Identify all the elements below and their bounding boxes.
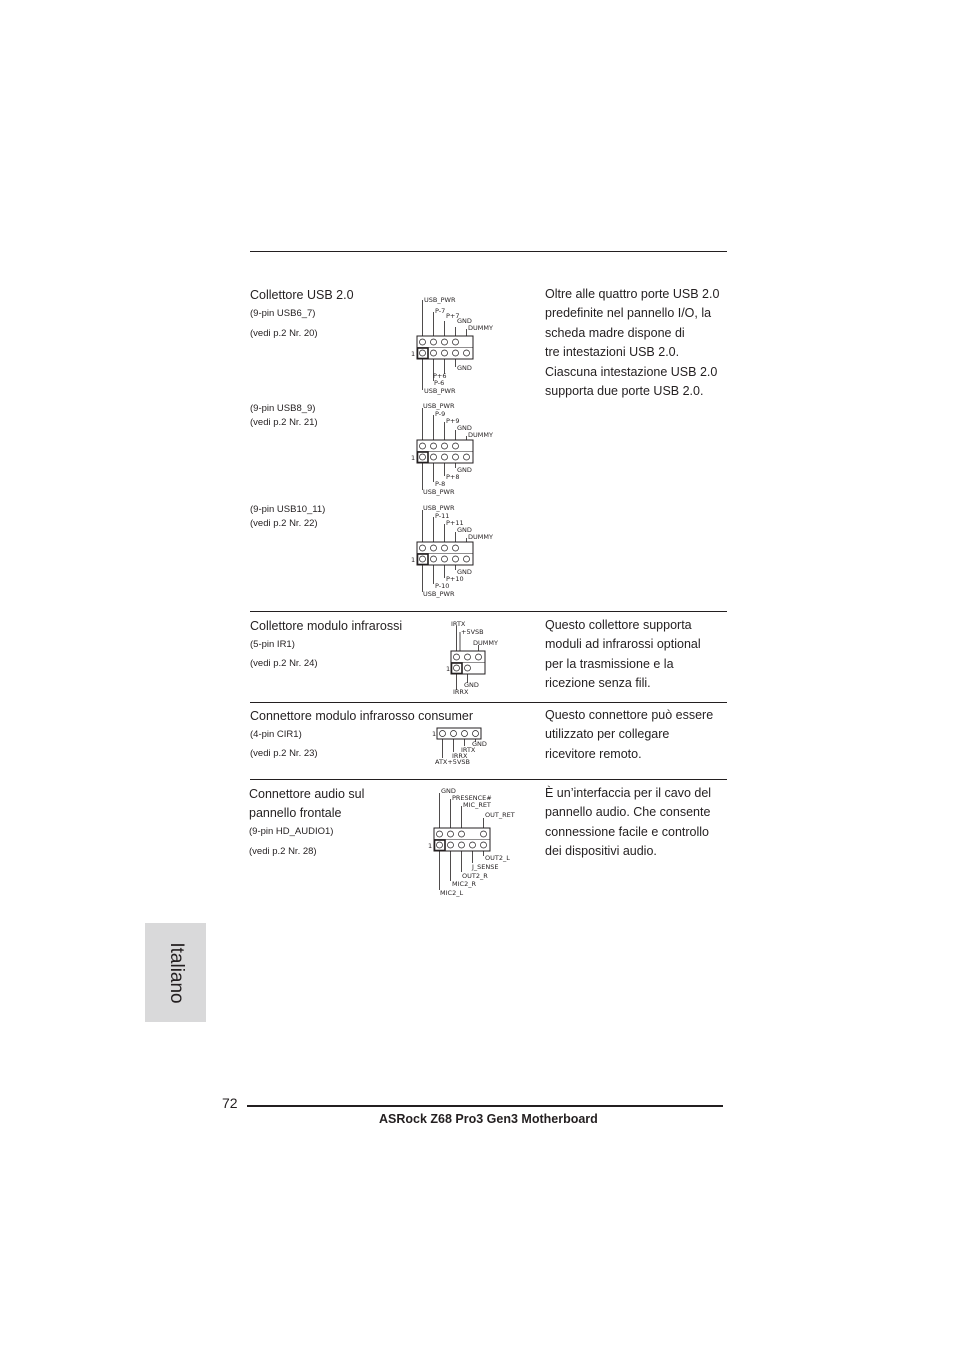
usb-3-pin-label: P-10	[435, 582, 450, 590]
usb-2-pin-label: USB_PWR	[423, 488, 455, 496]
cir-pin: (4-pin CIR1)	[250, 729, 302, 740]
usb-section-title: Collettore USB 2.0	[250, 288, 354, 302]
ir-pin-label: +5VSB	[461, 628, 484, 636]
usb-1-pin-label: P+7	[446, 312, 460, 320]
pin1-marker: 1	[411, 350, 416, 358]
audio-section-title-line2: pannello frontale	[249, 806, 342, 820]
usb-3-pin-label: P-11	[435, 512, 450, 520]
pin1-marker: 1	[411, 556, 416, 564]
ir-pin: (5-pin IR1)	[250, 639, 295, 650]
ir-pin-label: IRTX	[451, 620, 466, 628]
cir-header-diagram	[428, 722, 508, 770]
cir-description: Questo connettore può essere utilizzato per collegare ricevitore remoto.	[545, 708, 714, 761]
pin1-marker: 1	[446, 665, 451, 673]
usb-1-pin-label: P-7	[435, 307, 446, 315]
section-divider	[250, 779, 727, 780]
usb-header-3-pin: (9-pin USB10_11)	[250, 504, 326, 515]
usb-header-1-ref: (vedi p.2 Nr. 20)	[250, 328, 318, 339]
top-divider	[250, 251, 727, 252]
usb-description: Oltre alle quattro porte USB 2.0 predefinite nel pannello I/O, la scheda madre dispone di tre intestazioni USB 2.0. Ciascuna intestazione USB 2.0 supporta due porte USB 2.0.	[545, 287, 720, 399]
audio-pin: (9-pin HD_AUDIO1)	[249, 826, 334, 837]
audio-pin-label: MIC2_L	[440, 889, 464, 897]
usb-2-pin-label: DUMMY	[468, 431, 493, 439]
pin1-marker: 1	[411, 454, 416, 462]
usb-1-pin-label: P-6	[434, 379, 445, 387]
pin1-marker: 1	[428, 842, 433, 850]
section-divider	[250, 611, 727, 612]
language-tab-label: Italiano	[165, 941, 187, 1004]
cir-ref: (vedi p.2 Nr. 23)	[250, 748, 318, 759]
audio-pin-label: PRESENCE#	[452, 794, 492, 802]
usb-header-3-ref: (vedi p.2 Nr. 22)	[250, 518, 318, 529]
ir-description: Questo collettore supporta moduli ad infrarossi optional per la trasmissione e la ricezione senza fili.	[545, 618, 701, 691]
audio-section-title: Connettore audio sul	[249, 787, 365, 801]
audio-pin-label: MIC_RET	[463, 801, 491, 809]
usb-2-pin-label: USB_PWR	[423, 402, 455, 410]
usb-2-pin-label: P+8	[446, 473, 460, 481]
usb-header-1-diagram	[405, 292, 505, 396]
usb-1-pin-label: GND	[457, 317, 472, 325]
usb-2-pin-label: P-9	[435, 410, 446, 418]
cir-pin-label: IRRX	[452, 752, 468, 760]
ir-header-diagram	[440, 618, 520, 698]
ir-section-title: Collettore modulo infrarossi	[250, 619, 403, 633]
usb-2-pin-label: GND	[457, 424, 472, 432]
usb-header-2-ref: (vedi p.2 Nr. 21)	[250, 417, 318, 428]
ir-ref: (vedi p.2 Nr. 24)	[250, 658, 318, 669]
section-divider	[250, 702, 727, 703]
ir-pin-label: GND	[464, 681, 479, 689]
audio-pin-label: OUT_RET	[485, 811, 515, 819]
usb-1-pin-label: P+6	[433, 372, 447, 380]
cir-pin-label: ATX+5VSB	[435, 758, 470, 766]
usb-2-pin-label: P+9	[446, 417, 460, 425]
usb-3-pin-label: GND	[457, 526, 472, 534]
usb-2-pin-label: P-8	[435, 480, 446, 488]
audio-pin-label: OUT2_L	[485, 854, 510, 862]
usb-1-pin-label: USB_PWR	[424, 387, 456, 395]
usb-3-pin-label: USB_PWR	[423, 504, 455, 512]
footer-rule	[247, 1105, 723, 1107]
audio-description: È un’interfaccia per il cavo del pannello audio. Che consente connessione facile e controllo dei dispositivi audio.	[545, 786, 712, 859]
usb-header-2-pin: (9-pin USB8_9)	[250, 403, 316, 414]
audio-pin-label: J_SENSE	[472, 863, 499, 871]
ir-pin-label: IRRX	[453, 688, 469, 696]
cir-pin-label: IRTX	[461, 746, 476, 754]
language-tab	[145, 923, 206, 1022]
usb-3-pin-label: GND	[457, 568, 472, 576]
audio-pin-label: MIC2_R	[452, 880, 476, 888]
page-number: 72	[222, 1095, 238, 1111]
usb-header-2-diagram	[405, 400, 505, 498]
usb-3-pin-label: DUMMY	[468, 533, 493, 541]
footer-product-name: ASRock Z68 Pro3 Gen3 Motherboard	[379, 1112, 598, 1126]
cir-section-title: Connettore modulo infrarosso consumer	[250, 709, 474, 723]
pin1-marker: 1	[432, 730, 437, 738]
audio-pin-label: GND	[441, 787, 456, 795]
ir-pin-label: DUMMY	[473, 639, 498, 647]
usb-1-pin-label: DUMMY	[468, 324, 493, 332]
usb-header-1-pin: (9-pin USB6_7)	[250, 308, 316, 319]
usb-3-pin-label: USB_PWR	[423, 590, 455, 598]
usb-header-3-diagram	[405, 502, 505, 600]
usb-1-pin-label: GND	[457, 364, 472, 372]
usb-3-pin-label: P+11	[446, 519, 464, 527]
cir-pin-label: GND	[472, 740, 487, 748]
usb-1-pin-label: USB_PWR	[424, 296, 456, 304]
audio-ref: (vedi p.2 Nr. 28)	[249, 846, 317, 857]
usb-3-pin-label: P+10	[446, 575, 464, 583]
usb-2-pin-label: GND	[457, 466, 472, 474]
audio-header-diagram	[425, 785, 525, 900]
audio-pin-label: OUT2_R	[462, 872, 488, 880]
